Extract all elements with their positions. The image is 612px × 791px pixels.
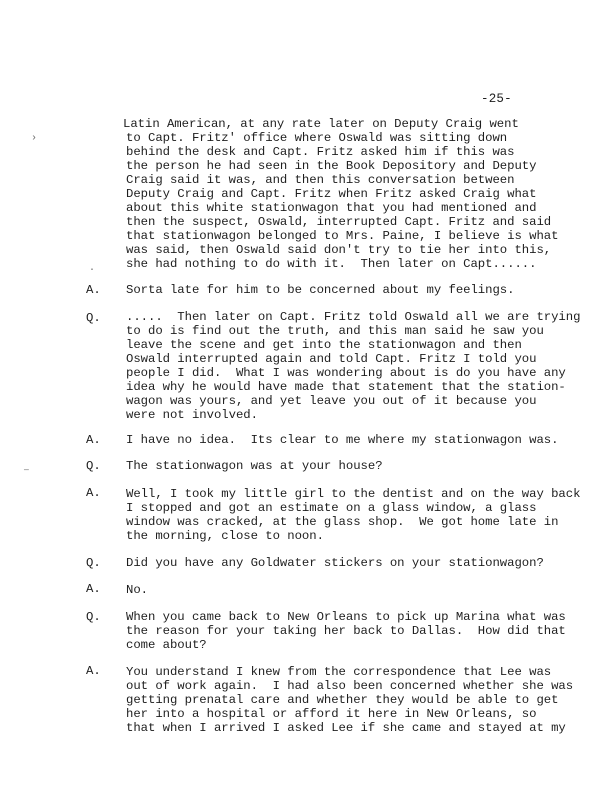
speaker-label: A. [86,433,101,447]
text-line: getting prenatal care and whether they would be able to get [126,693,559,707]
text-line: I have no idea. Its clear to me where my stationwagon was. [126,433,559,447]
speaker-label: Q. [86,610,101,624]
text-line: to do is find out the truth, and this man said he saw you [126,324,544,338]
text-line: about this white stationwagon that you had mentioned and [126,201,537,215]
speaker-label: Q. [86,311,101,325]
text-line: to Capt. Fritz' office where Oswald was sitting down [126,131,508,145]
text-line: people I did. What I was wondering about is do you have any [126,366,566,380]
text-line: out of work again. I had also been concerned whether she was [126,679,574,693]
text-line: behind the desk and Capt. Fritz asked him if this was [126,145,515,159]
text-line: Well, I took my little girl to the dentist and on the way back [126,487,581,501]
speaker-label: Q. [86,556,101,570]
speaker-label: A. [86,486,101,500]
text-line: then the suspect, Oswald, interrupted Capt. Fritz and said [126,215,552,229]
text-line: Craig said it was, and then this conversation between [126,173,515,187]
page-number: -25- [481,92,512,106]
text-line: her into a hospital or afford it here in New Orleans, so [126,707,537,721]
scan-mark: — [24,466,29,475]
text-line: Deputy Craig and Capt. Fritz when Fritz asked Craig what [126,187,537,201]
text-line: the reason for your taking her back to Dallas. How did that [126,624,566,638]
text-line: the morning, close to noon. [126,529,324,543]
text-line: You understand I knew from the correspondence that Lee was [126,665,552,679]
speaker-label: A. [86,664,101,678]
text-line: she had nothing to do with it. Then later on Capt...... [126,257,537,271]
text-line: the person he had seen in the Book Depository and Deputy [126,159,537,173]
text-line: No. [126,583,148,597]
speaker-label: A. [86,283,101,297]
text-line: idea why he would have made that statement that the station- [126,380,566,394]
text-line: Latin American, at any rate later on Deputy Craig went [123,117,519,131]
speaker-label: A. [86,582,101,596]
text-line: come about? [126,638,207,652]
text-line: The stationwagon was at your house? [126,459,383,473]
text-line: window was cracked, at the glass shop. We got home late in [126,515,559,529]
text-line: was said, then Oswald said don't try to tie her into this, [126,243,552,257]
scan-mark: › [31,133,38,144]
text-line: leave the scene and get into the stationwagon and then [126,338,522,352]
text-line: that when I arrived I asked Lee if she came and stayed at my [126,721,566,735]
speaker-label: Q. [86,459,101,473]
scan-mark: · [89,265,96,276]
text-line: Sorta late for him to be concerned about my feelings. [126,283,515,297]
text-line: wagon was yours, and yet leave you out of it because you [126,394,537,408]
text-line: Did you have any Goldwater stickers on your stationwagon? [126,556,544,570]
text-line: ..... Then later on Capt. Fritz told Oswald all we are trying [126,310,581,324]
text-line: I stopped and got an estimate on a glass window, a glass [126,501,537,515]
text-line: that stationwagon belonged to Mrs. Paine, I believe is what [126,229,559,243]
text-line: Oswald interrupted again and told Capt. Fritz I told you [126,352,537,366]
text-line: When you came back to New Orleans to pick up Marina what was [126,610,566,624]
text-line: were not involved. [126,408,258,422]
